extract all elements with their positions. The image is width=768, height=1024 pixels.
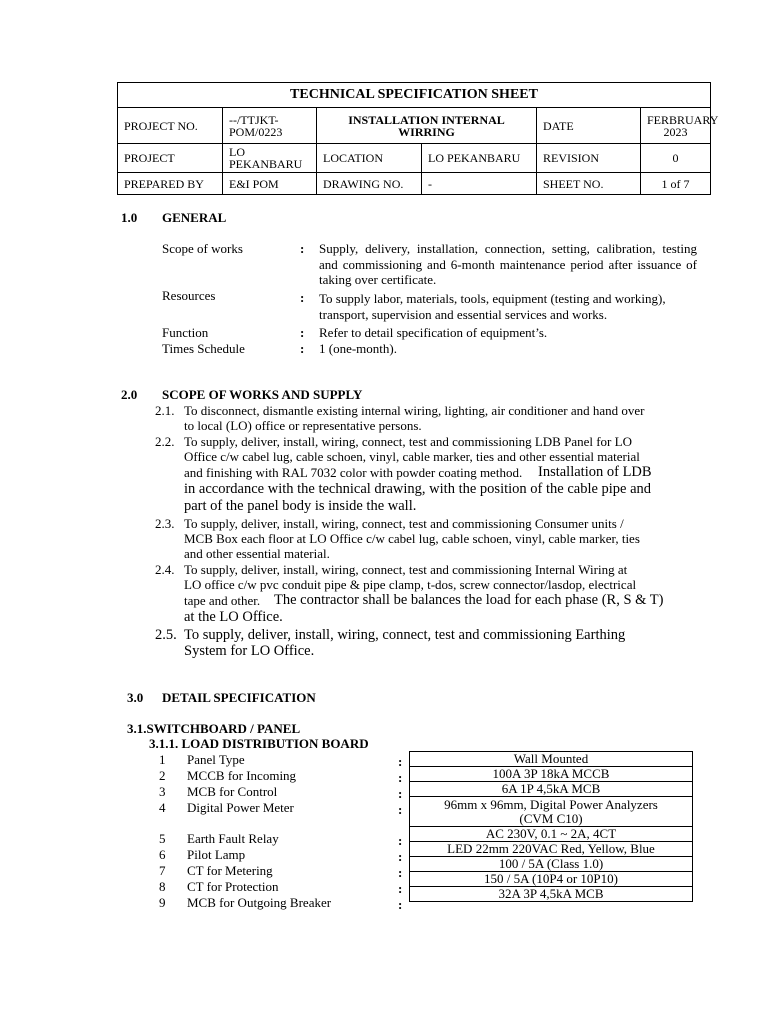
spec-values-table bbox=[409, 751, 693, 902]
spec-row-item: Earth Fault Relay bbox=[187, 831, 279, 846]
scope-item-line: To supply, deliver, install, wiring, connect, test and commissioning Earthing bbox=[184, 627, 626, 643]
spec-row-number: 1 bbox=[159, 752, 166, 767]
scope-item-line: The contractor shall be balances the load for each phase (R, S & T) bbox=[274, 592, 664, 608]
spec-value: AC 230V, 0.1 ~ 2A, 4CT bbox=[410, 827, 693, 842]
scope-item-line: LO office c/w pvc conduit pipe & pipe clamp, t-dos, screw connector/lasdop, electrical bbox=[184, 577, 637, 592]
spec-value: 6A 1P 4,5kA MCB bbox=[410, 782, 693, 797]
spec-value: 100A 3P 18kA MCCB bbox=[410, 767, 693, 782]
date-value: FERBRUARY 2023 bbox=[641, 108, 711, 144]
function-text: Refer to detail specification of equipment’s. bbox=[319, 325, 548, 340]
location-value: LO PEKANBARU bbox=[422, 144, 537, 173]
scope-item-line: System for LO Office. bbox=[184, 643, 315, 659]
spec-row-colon: : bbox=[398, 802, 403, 817]
header-table bbox=[117, 82, 719, 195]
scope-item-line: tape and other. bbox=[184, 593, 261, 608]
spec-row-number: 3 bbox=[159, 784, 166, 799]
schedule-label: Times Schedule bbox=[162, 341, 245, 356]
scope-text: Supply, delivery, installation, connection, setting, calibration, testing and commissioning and 6-month maintenance period after issuance of taking over certificate. bbox=[319, 241, 697, 287]
spec-row-number: 2 bbox=[159, 768, 166, 783]
sheet-no-value: 1 of 7 bbox=[641, 173, 711, 195]
spec-row-colon: : bbox=[398, 770, 403, 785]
spec-value: 96mm x 96mm, Digital Power Analyzers bbox=[444, 796, 658, 812]
scope-item-line: To supply, deliver, install, wiring, connect, test and commissioning Internal Wiring at bbox=[184, 562, 628, 577]
prepared-by-label: PREPARED BY bbox=[118, 173, 223, 195]
schedule-colon: : bbox=[300, 341, 305, 356]
revision-label: REVISION bbox=[537, 144, 641, 173]
spec-row-item: MCCB for Incoming bbox=[187, 768, 297, 783]
project-no-value: --/TTJKT-POM/0223 bbox=[223, 108, 317, 144]
spec-value: 100 / 5A (Class 1.0) bbox=[410, 857, 693, 872]
function-colon: : bbox=[300, 325, 305, 340]
spec-row-item: MCB for Outgoing Breaker bbox=[187, 895, 332, 910]
sheet-title: TECHNICAL SPECIFICATION SHEET bbox=[118, 83, 711, 108]
spec-value: LED 22mm 220VAC Red, Yellow, Blue bbox=[410, 842, 693, 857]
spec-row-item: MCB for Control bbox=[187, 784, 278, 799]
scope-colon: : bbox=[300, 241, 305, 256]
scope-item-number: 2.5. bbox=[155, 627, 177, 643]
spec-value-continued: (CVM C10) bbox=[519, 810, 583, 826]
general-heading: GENERAL bbox=[162, 210, 227, 225]
resources-label: Resources bbox=[162, 288, 216, 303]
revision-value: 0 bbox=[641, 144, 711, 173]
schedule-text: 1 (one-month). bbox=[319, 341, 397, 356]
scope-item-number: 2.3. bbox=[155, 516, 175, 531]
document-name: INSTALLATION INTERNAL WIRRING bbox=[317, 108, 537, 144]
detail-section-heading: DETAIL SPECIFICATION bbox=[162, 690, 316, 705]
scope-item-number: 2.2. bbox=[155, 434, 175, 449]
general-number: 1.0 bbox=[121, 210, 138, 225]
drawing-no-value: - bbox=[422, 173, 537, 195]
scope-label: Scope of works bbox=[162, 241, 243, 256]
spec-row-number: 8 bbox=[159, 879, 166, 894]
spec-value: 32A 3P 4,5kA MCB bbox=[410, 887, 693, 902]
spec-row-colon: : bbox=[398, 833, 403, 848]
location-label: LOCATION bbox=[317, 144, 422, 173]
scope-item-line: at the LO Office. bbox=[184, 609, 283, 625]
scope-item-line: To supply, deliver, install, wiring, connect, test and commissioning LDB Panel for LO bbox=[184, 434, 632, 449]
scope-section-heading: SCOPE OF WORKS AND SUPPLY bbox=[162, 387, 363, 402]
scope-item-line: MCB Box each floor at LO Office c/w cabel lug, cable schoen, vinyl, cable marker, ties bbox=[184, 531, 640, 546]
spec-row-item: Digital Power Meter bbox=[187, 800, 294, 815]
function-label: Function bbox=[162, 325, 209, 340]
spec-value-multiline bbox=[410, 797, 693, 827]
scope-item-line: To disconnect, dismantle existing internal wiring, lighting, air conditioner and hand over bbox=[184, 403, 645, 418]
scope-item-line: and finishing with RAL 7032 color with powder coating method. bbox=[184, 465, 523, 480]
scope-item-line: To supply, deliver, install, wiring, connect, test and commissioning Consumer units / bbox=[184, 516, 624, 531]
prepared-by-value: E&I POM bbox=[223, 173, 317, 195]
project-value: LO PEKANBARU bbox=[223, 144, 317, 173]
scope-item-line: and other essential material. bbox=[184, 546, 330, 561]
scope-item-number: 2.4. bbox=[155, 562, 175, 577]
spec-row-number: 9 bbox=[159, 895, 166, 910]
scope-section-number: 2.0 bbox=[121, 387, 138, 402]
spec-row-number: 6 bbox=[159, 847, 166, 862]
spec-value: Wall Mounted bbox=[410, 752, 693, 767]
scope-item-line: to local (LO) office or representative persons. bbox=[184, 418, 422, 433]
spec-row-colon: : bbox=[398, 754, 403, 769]
spec-row-item: CT for Metering bbox=[187, 863, 273, 878]
spec-row-colon: : bbox=[398, 865, 403, 880]
sheet-no-label: SHEET NO. bbox=[537, 173, 641, 195]
scope-item-line: Installation of LDB bbox=[538, 464, 652, 480]
scope-item-line: Office c/w cabel lug, cable schoen, vinyl, cable marker, ties and other essential material bbox=[184, 449, 640, 464]
ldb-heading: 3.1.1. LOAD DISTRIBUTION BOARD bbox=[149, 736, 369, 751]
date-label: DATE bbox=[537, 108, 641, 144]
spec-row-number: 7 bbox=[159, 863, 166, 878]
spec-row-item: Pilot Lamp bbox=[187, 847, 246, 862]
scope-item-line: in accordance with the technical drawing, with the position of the cable pipe and bbox=[184, 481, 652, 497]
resources-colon: : bbox=[300, 290, 305, 305]
spec-row-number: 4 bbox=[159, 800, 166, 815]
drawing-no-label: DRAWING NO. bbox=[317, 173, 422, 195]
project-no-label: PROJECT NO. bbox=[118, 108, 223, 144]
scope-item-number: 2.1. bbox=[155, 403, 175, 418]
scope-item-line: part of the panel body is inside the wall. bbox=[184, 498, 417, 514]
spec-value: 150 / 5A (10P4 or 10P10) bbox=[410, 872, 693, 887]
switchboard-heading: 3.1.SWITCHBOARD / PANEL bbox=[127, 721, 301, 736]
resources-text: To supply labor, materials, tools, equipment (testing and working), transport, supervision and essential services and works. bbox=[319, 291, 666, 322]
spec-row-colon: : bbox=[398, 786, 403, 801]
spec-row-colon: : bbox=[398, 897, 403, 912]
spec-row-colon: : bbox=[398, 849, 403, 864]
detail-section-number: 3.0 bbox=[127, 690, 144, 705]
spec-row-item: Panel Type bbox=[187, 752, 245, 767]
spec-row-colon: : bbox=[398, 881, 403, 896]
spec-row-item: CT for Protection bbox=[187, 879, 279, 894]
project-label: PROJECT bbox=[118, 144, 223, 173]
spec-row-number: 5 bbox=[159, 831, 166, 846]
